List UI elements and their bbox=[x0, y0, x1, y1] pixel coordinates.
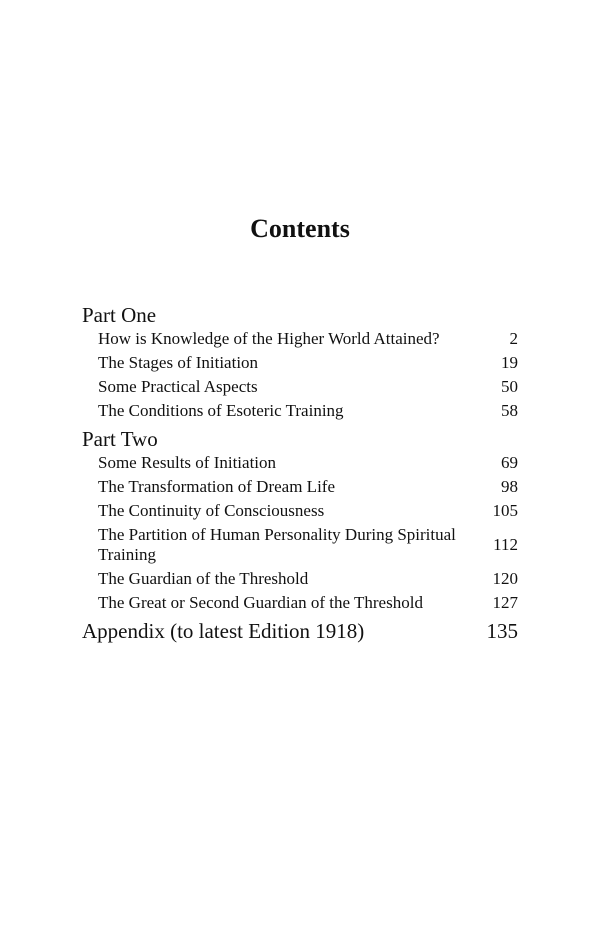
toc-entry-page: 112 bbox=[493, 535, 518, 554]
appendix-entry[interactable] bbox=[82, 617, 518, 645]
toc-entry-title: The Great or Second Guardian of the Threshold bbox=[98, 593, 423, 612]
toc-entry[interactable] bbox=[82, 329, 518, 349]
toc-entry-title: The Conditions of Esoteric Training bbox=[98, 401, 344, 420]
toc-entry-title: The Partition of Human Personality During Spiritual Training bbox=[98, 525, 456, 564]
table-of-contents bbox=[82, 301, 518, 645]
toc-entry-title: The Guardian of the Threshold bbox=[98, 569, 309, 588]
toc-entry[interactable] bbox=[82, 401, 518, 421]
appendix-page: 135 bbox=[486, 619, 518, 643]
toc-entry[interactable] bbox=[82, 593, 518, 613]
toc-entry[interactable] bbox=[82, 453, 518, 473]
toc-entry-page: 120 bbox=[492, 569, 518, 588]
toc-entry[interactable] bbox=[82, 377, 518, 397]
toc-entry-page: 69 bbox=[501, 453, 518, 472]
toc-entry[interactable] bbox=[82, 525, 518, 565]
appendix-title: Appendix (to latest Edition 1918) bbox=[82, 619, 365, 643]
toc-entry-title: How is Knowledge of the Higher World Attained? bbox=[98, 329, 440, 348]
toc-entry-page: 58 bbox=[501, 401, 518, 420]
toc-entry-title: The Stages of Initiation bbox=[98, 353, 259, 372]
toc-entry-title: The Continuity of Consciousness bbox=[98, 501, 325, 520]
toc-entry[interactable] bbox=[82, 477, 518, 497]
toc-entry-page: 105 bbox=[492, 501, 518, 520]
toc-entry-page: 50 bbox=[501, 377, 518, 396]
toc-entry[interactable] bbox=[82, 501, 518, 521]
toc-entry-page: 98 bbox=[501, 477, 518, 496]
toc-entry-page: 127 bbox=[492, 593, 518, 612]
toc-entry-page: 2 bbox=[509, 329, 518, 348]
part-one-heading: Part One bbox=[82, 303, 157, 327]
toc-entry-title: Some Results of Initiation bbox=[98, 453, 277, 472]
toc-entry[interactable] bbox=[82, 353, 518, 373]
part-two-heading: Part Two bbox=[82, 427, 158, 451]
page-title: Contents bbox=[250, 214, 350, 243]
toc-entry-title: Some Practical Aspects bbox=[98, 377, 258, 396]
toc-entry-page: 19 bbox=[501, 353, 518, 372]
toc-entry-title: The Transformation of Dream Life bbox=[98, 477, 335, 496]
toc-entry[interactable] bbox=[82, 569, 518, 589]
